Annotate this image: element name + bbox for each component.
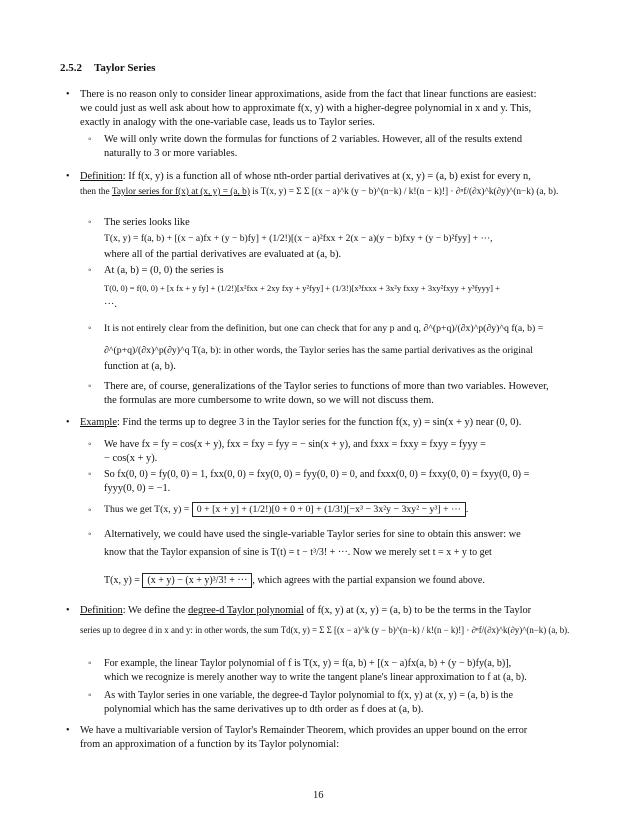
paragraph-line: from an approximation of a function by its Taylor polynomial: <box>80 739 340 750</box>
paragraph-line: At (a, b) = (0, 0) the series is <box>104 265 224 276</box>
text-span: : If f(x, y) is a function all of whose nth-order partial derivatives at (x, y) = (a, b) exist for every n, <box>122 171 531 182</box>
formula-line <box>104 574 485 587</box>
bullet-icon: • <box>66 725 70 736</box>
formula-line: T(0, 0) = f(0, 0) + [x fx + y fy] + (1/2!)[x²fxx + 2xy fxy + y²fyy] + (1/3!)[x³fxxx + 3x²y fxxy + 3xy²fxyy + y³fyyy] + <box>104 283 500 293</box>
sub-bullet-icon: ◦ <box>88 658 92 669</box>
paragraph-line: know that the Taylor expansion of sine is T(t) = t − t³/3! + ···. Now we merely set t = x + y to get <box>104 547 492 558</box>
paragraph-line: We will only write down the formulas for functions of 2 variables. However, all of the results extend <box>104 134 523 145</box>
paragraph-line: Alternatively, we could have used the single-variable Taylor series for sine to obtain this answer: we <box>104 529 521 540</box>
paragraph-line: exactly in analogy with the one-variable case, leads us to Taylor series. <box>80 117 375 128</box>
boxed-answer: 0 + [x + y] + (1/2!)[0 + 0 + 0] + (1/3!)[−x³ − 3x²y − 3xy² − y³] + ··· <box>192 502 466 517</box>
bullet-icon: • <box>66 171 70 182</box>
text-span: : Find the terms up to degree 3 in the Taylor series for the function f(x, y) = sin(x + y) near (0, 0). <box>116 417 522 428</box>
paragraph-line: which we recognize is merely another way to write the tangent plane's linear approximation to f at (a, b). <box>104 672 527 683</box>
sub-bullet-icon: ◦ <box>88 134 92 145</box>
formula-span: is T(x, y) = Σ Σ [(x − a)^k (y − b)^(n−k) / k!(n − k)!] · ∂ⁿf/(∂x)^k(∂y)^(n−k) (a, b). <box>249 187 559 197</box>
text-span: Thus we get T(x, y) = <box>104 504 192 515</box>
text-span: . <box>465 504 469 515</box>
paragraph-line: We have a multivariable version of Taylor's Remainder Theorem, which provides an upper bound on the error <box>80 725 528 736</box>
paragraph-line: ···. <box>104 299 117 310</box>
paragraph-line: For example, the linear Taylor polynomial of f is T(x, y) = f(a, b) + [(x − a)fx(a, b) + (y − b)fy(a, b)], <box>104 658 512 669</box>
text-span: , which agrees with the partial expansion we found above. <box>252 575 485 586</box>
formula-line <box>104 503 468 516</box>
paragraph-line: So fx(0, 0) = fy(0, 0) = 1, fxx(0, 0) = fxy(0, 0) = fyy(0, 0) = 0, and fxxx(0, 0) = fxxy(0, 0) = fxyy(0, 0) = <box>104 469 530 480</box>
sub-bullet-icon: ◦ <box>88 469 92 480</box>
definition-label: Definition <box>80 605 123 616</box>
paragraph-line: fyyy(0, 0) = −1. <box>104 483 171 494</box>
text-span: then the <box>80 187 112 197</box>
bullet-icon: • <box>66 89 70 100</box>
example-label: Example <box>80 417 117 428</box>
paragraph-line: we could just as well ask about how to approximate f(x, y) with a higher-degree polynomial in x and y. This, <box>80 103 532 114</box>
text-span: T(x, y) = <box>104 575 143 586</box>
paragraph-line: The series looks like <box>104 217 190 228</box>
formula-line: T(x, y) = f(a, b) + [(x − a)fx + (y − b)fy] + (1/2!)[(x − a)²fxx + 2(x − a)(y − b)fxy + (y − b)²fyy] + ···, <box>104 233 493 244</box>
section-title: Taylor Series <box>94 62 156 74</box>
sub-bullet-icon: ◦ <box>88 217 92 228</box>
formula-line: series up to degree d in x and y: in other words, the sum Td(x, y) = Σ Σ [(x − a)^k (y − b)^(n−k) / k!(n − k)!] · ∂ⁿf/(∂x)^k(∂y)^(n−k) (a, b). <box>80 625 570 635</box>
sub-bullet-icon: ◦ <box>88 505 92 516</box>
section-number: 2.5.2 <box>60 62 82 74</box>
term-label: Taylor series for f(x) at (x, y) = (a, b) <box>111 187 250 197</box>
sub-bullet-icon: ◦ <box>88 323 92 334</box>
paragraph-line: the formulas are more cumbersome to write down, so we will not discuss them. <box>104 395 434 406</box>
paragraph-line: There is no reason only to consider linear approximations, aside from the fact that linear functions are easiest: <box>80 89 537 100</box>
paragraph-line: We have fx = fy = cos(x + y), fxx = fxy = fyy = − sin(x + y), and fxxx = fxxy = fxyy = fyyy = <box>104 439 486 450</box>
paragraph-line: polynomial which has the same derivatives up to dth order as f does at (a, b). <box>104 704 424 715</box>
paragraph-line: ∂^(p+q)/(∂x)^p(∂y)^q T(a, b): in other words, the Taylor series has the same partial derivatives as the original <box>104 345 533 356</box>
paragraph-line: − cos(x + y). <box>104 453 158 464</box>
paragraph-line <box>80 604 531 617</box>
boxed-answer: (x + y) − (x + y)³/3! + ··· <box>142 573 252 588</box>
definition-label: Definition <box>80 171 123 182</box>
paragraph-line: function at (a, b). <box>104 361 176 372</box>
paragraph-line <box>80 170 531 183</box>
paragraph-line: As with Taylor series in one variable, the degree-d Taylor polynomial to f(x, y) at (x, y) = (a, b) is the <box>104 690 513 701</box>
sub-bullet-icon: ◦ <box>88 381 92 392</box>
text-span: : We define the <box>122 605 189 616</box>
text-span: of f(x, y) at (x, y) = (a, b) to be the terms in the Taylor <box>303 605 532 616</box>
bullet-icon: • <box>66 605 70 616</box>
paragraph-line: There are, of course, generalizations of the Taylor series to functions of more than two variables. However, <box>104 381 549 392</box>
paragraph-line: It is not entirely clear from the definition, but one can check that for any p and q, ∂^(p+q)/(∂x)^p(∂y)^q f(a, b) = <box>104 323 544 334</box>
term-label: degree-d Taylor polynomial <box>188 605 304 616</box>
sub-bullet-icon: ◦ <box>88 439 92 450</box>
page-number: 16 <box>313 790 324 801</box>
bullet-icon: • <box>66 417 70 428</box>
section-heading <box>60 62 155 75</box>
sub-bullet-icon: ◦ <box>88 690 92 701</box>
paragraph-line: naturally to 3 or more variables. <box>104 148 238 159</box>
sub-bullet-icon: ◦ <box>88 265 92 276</box>
paragraph-line <box>80 416 521 429</box>
paragraph-line: where all of the partial derivatives are evaluated at (a, b). <box>104 249 342 260</box>
paragraph-line <box>80 186 558 199</box>
sub-bullet-icon: ◦ <box>88 529 92 540</box>
